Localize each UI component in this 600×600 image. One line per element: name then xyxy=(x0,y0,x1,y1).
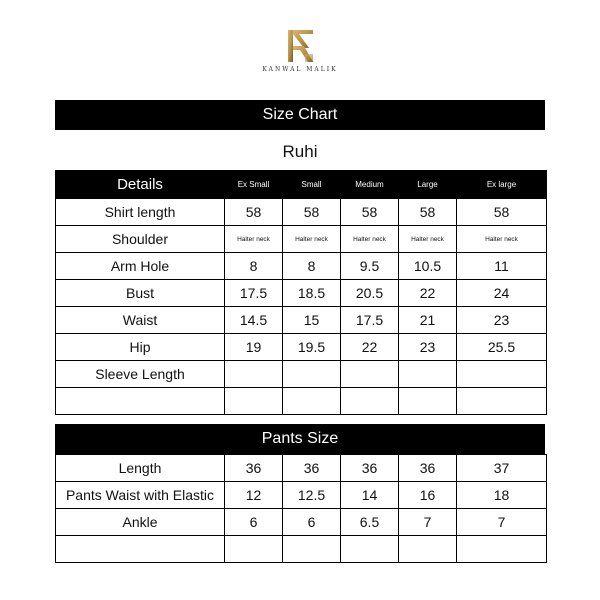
table-cell: 17.5 xyxy=(341,307,399,334)
table-cell: 17.5 xyxy=(225,280,283,307)
header-details: Details xyxy=(56,171,225,199)
table-cell: 7 xyxy=(399,509,457,536)
table-row xyxy=(56,509,547,536)
header-large: Large xyxy=(399,171,457,199)
table-row xyxy=(56,280,547,307)
brand-name: KANWAL MALIK xyxy=(262,66,338,73)
table-cell: 23 xyxy=(457,307,547,334)
row-label: Bust xyxy=(56,280,225,307)
table-cell: 18 xyxy=(457,482,547,509)
header-ex-small: Ex Small xyxy=(225,171,283,199)
table-cell: 8 xyxy=(225,253,283,280)
row-label: Sleeve Length xyxy=(56,361,225,388)
table-cell: Halter neck xyxy=(341,226,399,253)
table-cell xyxy=(225,536,283,563)
header-ex-large: Ex large xyxy=(457,171,547,199)
table-cell: 58 xyxy=(225,199,283,226)
table-cell: Halter neck xyxy=(457,226,547,253)
table-cell: 20.5 xyxy=(341,280,399,307)
table-cell: 19.5 xyxy=(283,334,341,361)
table-cell: 12 xyxy=(225,482,283,509)
row-label xyxy=(56,388,225,415)
table-cell: 36 xyxy=(341,455,399,482)
table-cell: 58 xyxy=(457,199,547,226)
table-cell: 36 xyxy=(283,455,341,482)
row-label: Pants Waist with Elastic xyxy=(56,482,225,509)
row-label: Arm Hole xyxy=(56,253,225,280)
table-cell: 12.5 xyxy=(283,482,341,509)
table-cell: 36 xyxy=(225,455,283,482)
table-row xyxy=(56,226,547,253)
table-cell: Halter neck xyxy=(283,226,341,253)
table-row xyxy=(56,455,547,482)
table-cell xyxy=(399,361,457,388)
table-cell: 58 xyxy=(283,199,341,226)
row-label: Hip xyxy=(56,334,225,361)
table-cell: 58 xyxy=(341,199,399,226)
table-cell: 10.5 xyxy=(399,253,457,280)
table-cell xyxy=(399,536,457,563)
kanwal-malik-logo-icon xyxy=(285,28,315,64)
table-cell: 7 xyxy=(457,509,547,536)
row-label: Shoulder xyxy=(56,226,225,253)
table-row xyxy=(56,307,547,334)
table-cell: 36 xyxy=(399,455,457,482)
table-row xyxy=(56,199,547,226)
table-cell xyxy=(457,361,547,388)
table-cell: 9.5 xyxy=(341,253,399,280)
brand-logo xyxy=(0,28,600,73)
table-row xyxy=(56,334,547,361)
table-cell: 8 xyxy=(283,253,341,280)
row-label: Shirt length xyxy=(56,199,225,226)
table-row xyxy=(56,253,547,280)
table-row xyxy=(56,482,547,509)
table-cell xyxy=(283,536,341,563)
row-label: Length xyxy=(56,455,225,482)
table-cell: 14.5 xyxy=(225,307,283,334)
table-row xyxy=(56,536,547,563)
header-small: Small xyxy=(283,171,341,199)
table-cell: 11 xyxy=(457,253,547,280)
table-cell xyxy=(457,536,547,563)
table-header-row xyxy=(56,171,547,199)
table-cell: 15 xyxy=(283,307,341,334)
table-cell: 21 xyxy=(399,307,457,334)
table-cell xyxy=(341,536,399,563)
table-cell xyxy=(225,361,283,388)
row-label: Ankle xyxy=(56,509,225,536)
table-cell: Halter neck xyxy=(399,226,457,253)
pants-size-title: Pants Size xyxy=(55,424,545,454)
table-cell: 58 xyxy=(399,199,457,226)
table-cell xyxy=(283,361,341,388)
table-cell: 37 xyxy=(457,455,547,482)
table-cell: Halter neck xyxy=(225,226,283,253)
table-cell: 25.5 xyxy=(457,334,547,361)
row-label: Waist xyxy=(56,307,225,334)
table-cell xyxy=(341,361,399,388)
table-cell: 6 xyxy=(283,509,341,536)
table-cell: 19 xyxy=(225,334,283,361)
table-row xyxy=(56,388,547,415)
table-cell: 23 xyxy=(399,334,457,361)
table-cell: 6 xyxy=(225,509,283,536)
table-cell: 14 xyxy=(341,482,399,509)
table-cell: 6.5 xyxy=(341,509,399,536)
size-chart-title: Size Chart xyxy=(55,100,545,130)
table-cell: 18.5 xyxy=(283,280,341,307)
product-name: Ruhi xyxy=(282,142,318,161)
table-cell xyxy=(457,388,547,415)
row-label xyxy=(56,536,225,563)
table-cell: 22 xyxy=(341,334,399,361)
table-cell: 24 xyxy=(457,280,547,307)
shirt-size-table xyxy=(55,170,547,415)
table-cell xyxy=(283,388,341,415)
header-medium: Medium xyxy=(341,171,399,199)
table-cell xyxy=(399,388,457,415)
table-cell: 22 xyxy=(399,280,457,307)
table-cell xyxy=(225,388,283,415)
table-cell xyxy=(341,388,399,415)
pants-size-table xyxy=(55,454,547,563)
table-row xyxy=(56,361,547,388)
table-cell: 16 xyxy=(399,482,457,509)
